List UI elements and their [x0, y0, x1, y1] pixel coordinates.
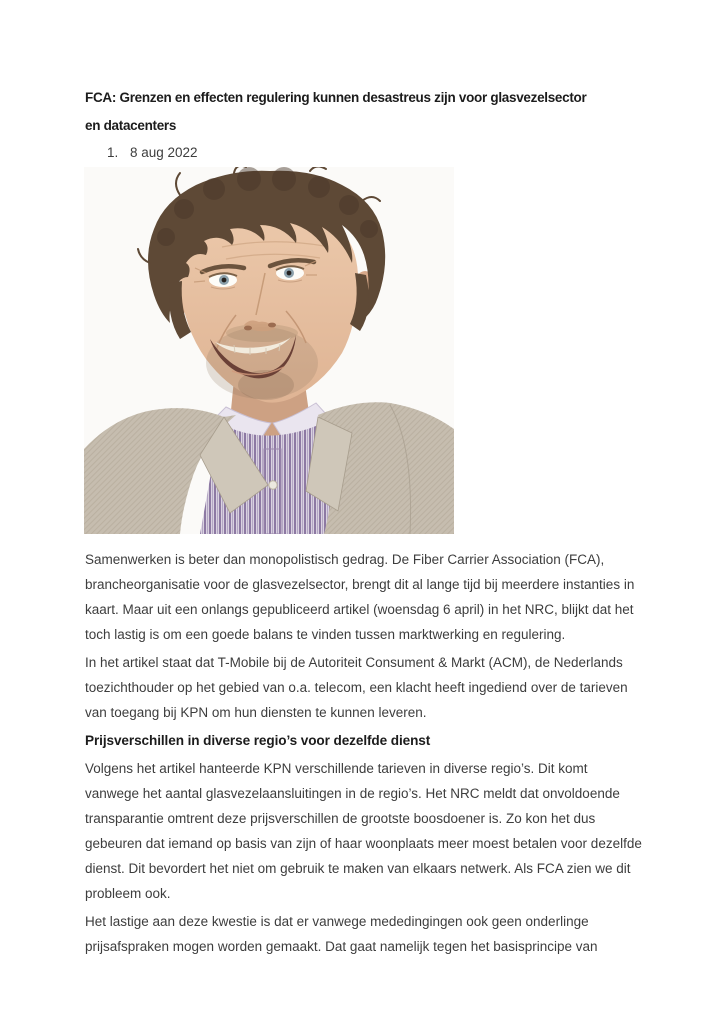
date-list-item [107, 140, 642, 165]
shirt-button [269, 481, 277, 489]
article-paragraph: In het artikel staat dat T-Mobile bij de Autoriteit Consument & Markt (ACM), de Nederlands toezichthouder op het gebied van o.a. telecom, een klacht heeft ingediend over de tarieven van toegang bij KPN om hun diensten te kunnen leveren. [85, 655, 628, 720]
portrait-photo [84, 167, 454, 534]
article-paragraph: Volgens het artikel hanteerde KPN verschillende tarieven in diverse regio’s. Dit komt vanwege het aantal glasvezelaansluitingen in de regio’s. Het NRC meldt dat onvoldoende transparantie omtrent deze prijsverschillen de grootste boosdoener is. Zo kon het dus gebeuren dat iemand op basis van zijn of haar woonplaats meer moest betalen voor dezelfde dienst. Dit bevordert het niet om gebruik te maken van elkaars netwerk. Als FCA zien we dit probleem ook. [85, 761, 642, 901]
nostril-left [244, 326, 252, 331]
article-date: 8 aug 2022 [130, 145, 198, 160]
article-paragraph: Samenwerken is beter dan monopolistisch gedrag. De Fiber Carrier Association (FCA), brancheorganisatie voor de glasvezelsector, brengt dit al lange tijd bij meerdere instanties in kaart. Maar uit een onlangs gepubliceerd artikel (woensdag 6 april) in het NRC, blijkt dat het toch lastig is om een goede balans te vinden tussen marktwerking en regulering. [85, 552, 635, 642]
shirt-placket [264, 449, 281, 534]
article-paragraph: Het lastige aan deze kwestie is dat er vanwege mededingingen ook geen onderlinge prijsafspraken mogen worden gemaakt. Dat gaat namelijk tegen het basisprincipe van [85, 914, 598, 954]
man-portrait-image [84, 167, 454, 534]
article-title [85, 84, 642, 140]
section-heading: Prijsverschillen in diverse regio’s voor dezelfde dienst [85, 733, 431, 748]
title-line-2: en datacenters [85, 118, 177, 133]
list-number: 1. [107, 145, 119, 160]
article-content [85, 84, 642, 962]
title-line-1: FCA: Grenzen en effecten regulering kunnen desastreus zijn voor glasvezelsector [85, 90, 587, 105]
nostril-right [268, 323, 276, 328]
